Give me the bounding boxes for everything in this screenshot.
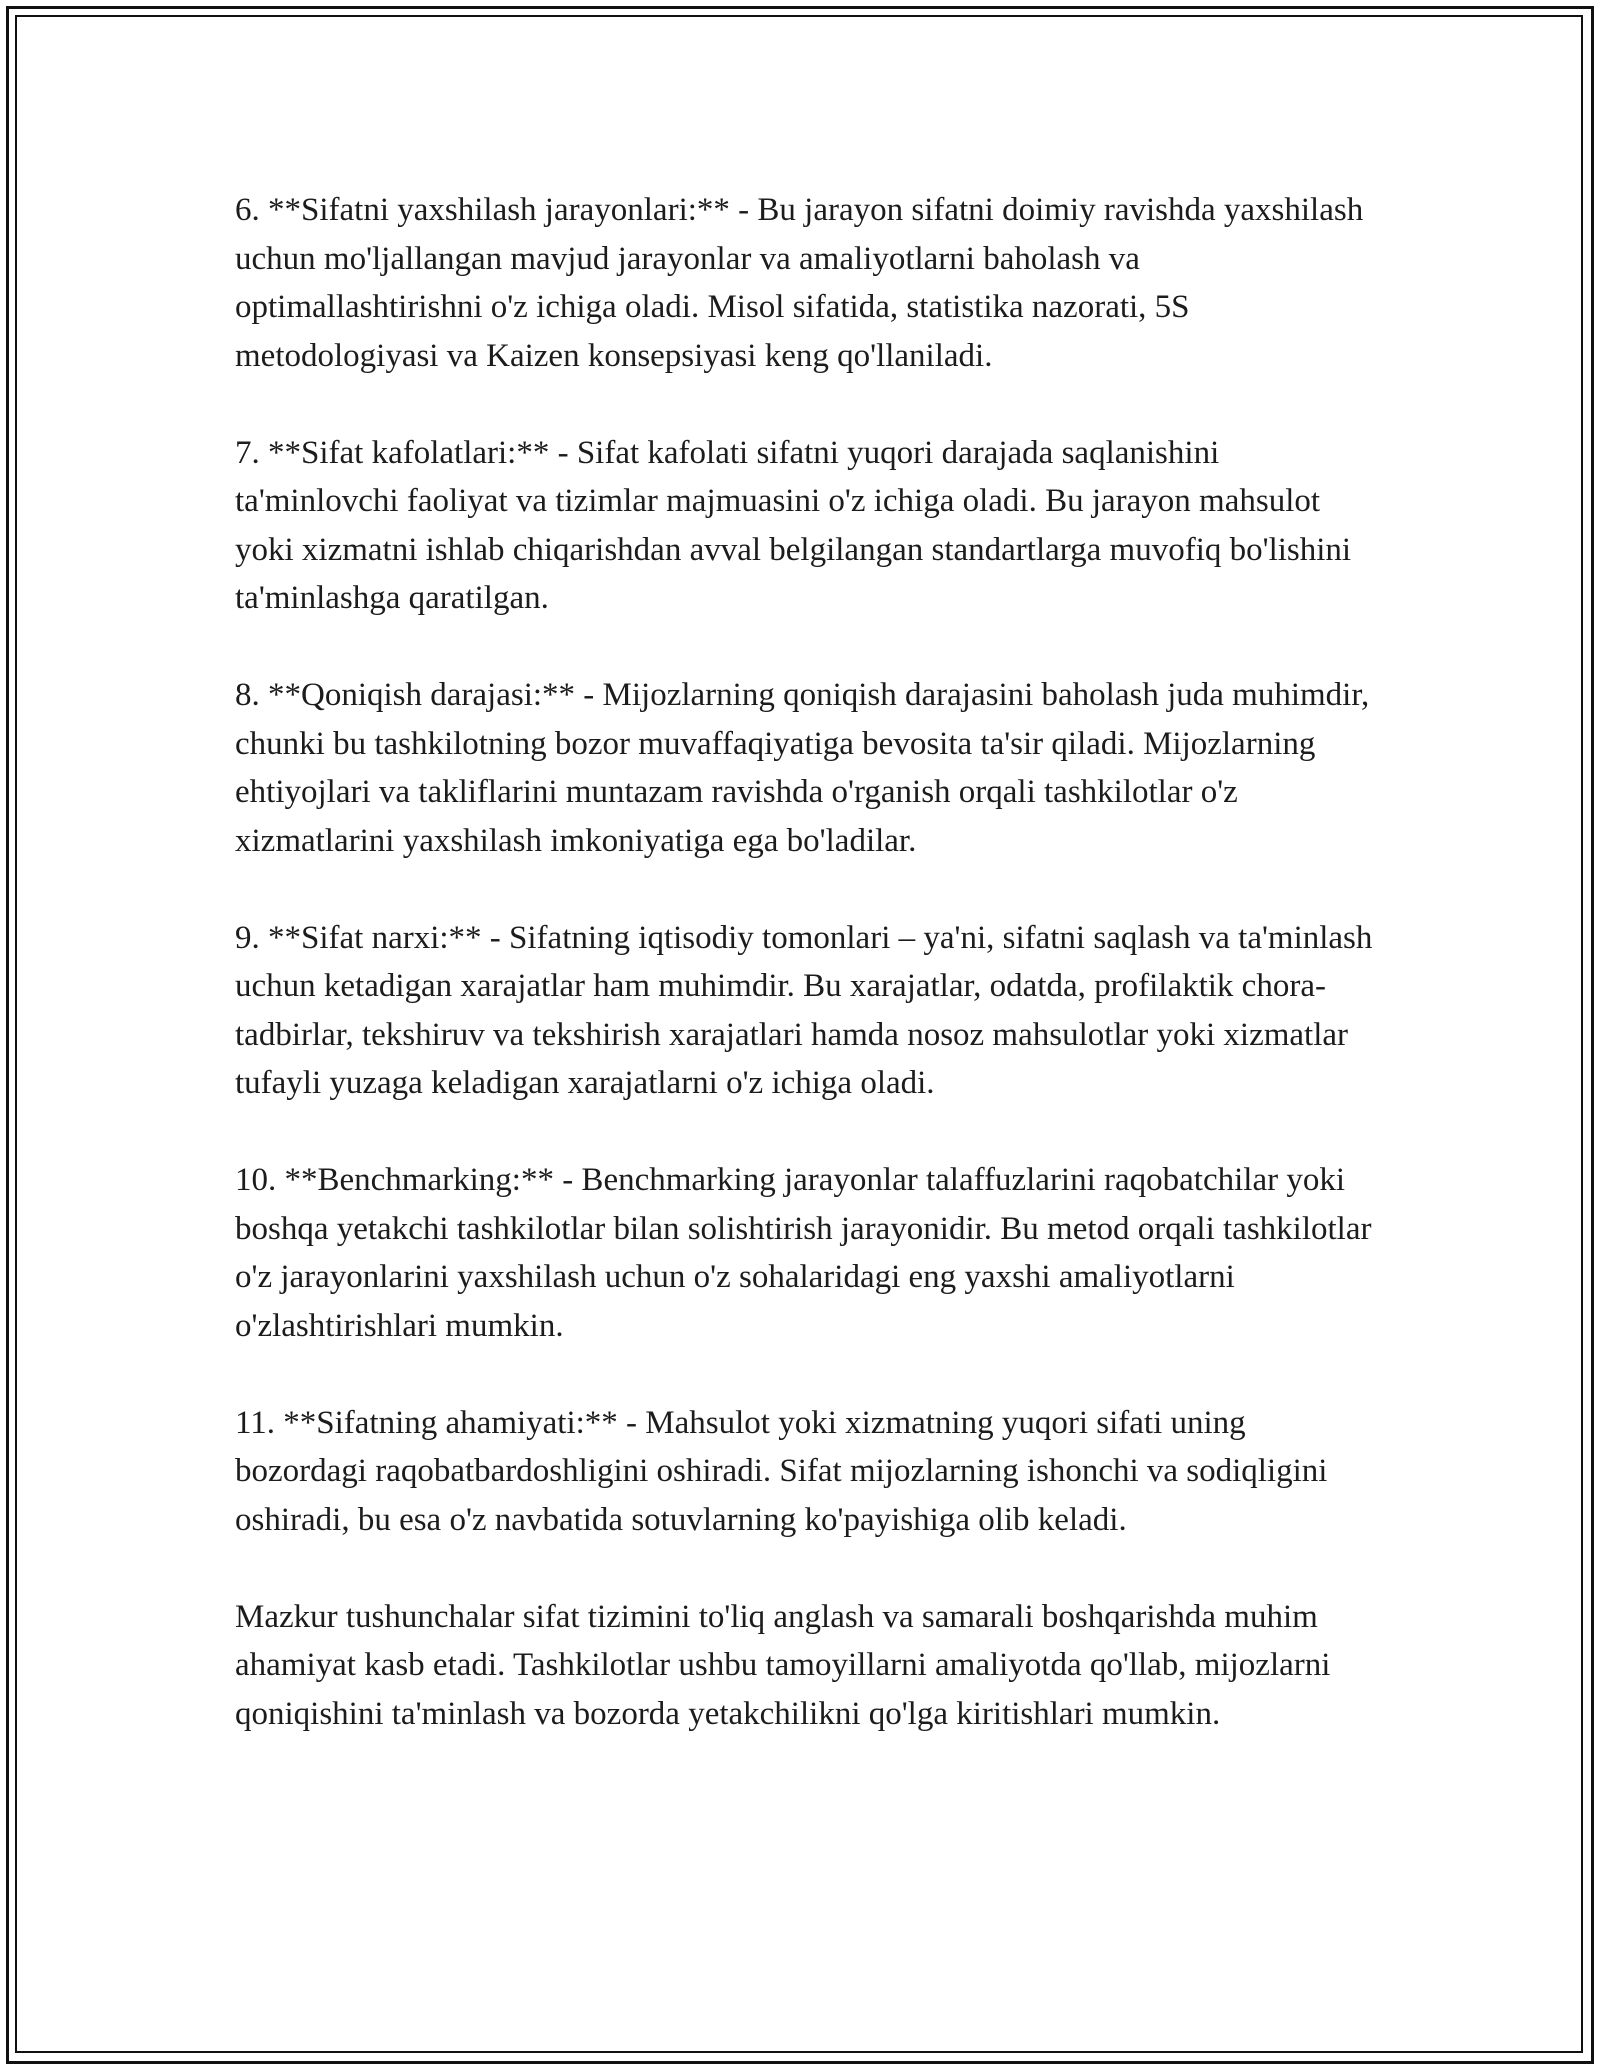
paragraph-qoniqish-darajasi: 8. **Qoniqish darajasi:** - Mijozlarning qoniqish darajasini baholash juda muhimdir, chunki bu tashkilotning bozor muvaffaqiyatiga bevosita ta'sir qiladi. Mijozlarning ehtiyojlari va takliflarini muntazam ravishda o'rganish orqali tashkilotlar o'z xizmatlarini yaxshilash imkoniyatiga ega bo'ladilar. bbox=[235, 677, 1370, 859]
paragraph-sifat-kafolatlari: 7. **Sifat kafolatlari:** - Sifat kafolati sifatni yuqori darajada saqlanishini ta'minlovchi faoliyat va tizimlar majmuasini o'z ichiga oladi. Bu jarayon mahsulot yoki xizmatni ishlab chiqarishdan avval belgilangan standartlarga muvofiq bo'lishini ta'minlashga qaratilgan. bbox=[235, 434, 1352, 616]
paragraph-sifatni-yaxshilash: 6. **Sifatni yaxshilash jarayonlari:** - Bu jarayon sifatni doimiy ravishda yaxshilash uchun mo'ljallangan mavjud jarayonlar va amaliyotlarni baholash va optimallashtirishni o'z ichiga oladi. Misol sifatida, statistika nazorati, 5S metodologiyasi va Kaizen konsepsiyasi keng qo'llaniladi. bbox=[235, 192, 1364, 374]
paragraph-sifat-narxi: 9. **Sifat narxi:** - Sifatning iqtisodiy tomonlari – ya'ni, sifatni saqlash va ta'minlash uchun ketadigan xarajatlar ham muhimdir. Bu xarajatlar, odatda, profilaktik chora-tadbirlar, tekshiruv va tekshirish xarajatlari hamda nosoz mahsulotlar yoki xizmatlar tufayli yuzaga keladigan xarajatlarni o'z ichiga oladi. bbox=[235, 919, 1373, 1101]
document-body bbox=[235, 186, 1375, 1787]
paragraph-conclusion: Mazkur tushunchalar sifat tizimini to'liq anglash va samarali boshqarishda muhim ahamiyat kasb etadi. Tashkilotlar ushbu tamoyillarni amaliyotda qo'llab, mijozlarni qoniqishini ta'minlash va bozorda yetakchilikni qo'lga kiritishlari mumkin. bbox=[235, 1598, 1331, 1732]
paragraph-sifatning-ahamiyati: 11. **Sifatning ahamiyati:** - Mahsulot yoki xizmatning yuqori sifati uning bozordagi raqobatbardoshligini oshiradi. Sifat mijozlarning ishonchi va sodiqligini oshiradi, bu esa o'z navbatida sotuvlarning ko'payishiga olib keladi. bbox=[235, 1404, 1328, 1538]
paragraph-benchmarking: 10. **Benchmarking:** - Benchmarking jarayonlar talaffuzlarini raqobatchilar yoki boshqa yetakchi tashkilotlar bilan solishtirish jarayonidir. Bu metod orqali tashkilotlar o'z jarayonlarini yaxshilash uchun o'z sohalaridagi eng yaxshi amaliyotlarni o'zlashtirishlari mumkin. bbox=[235, 1162, 1372, 1344]
